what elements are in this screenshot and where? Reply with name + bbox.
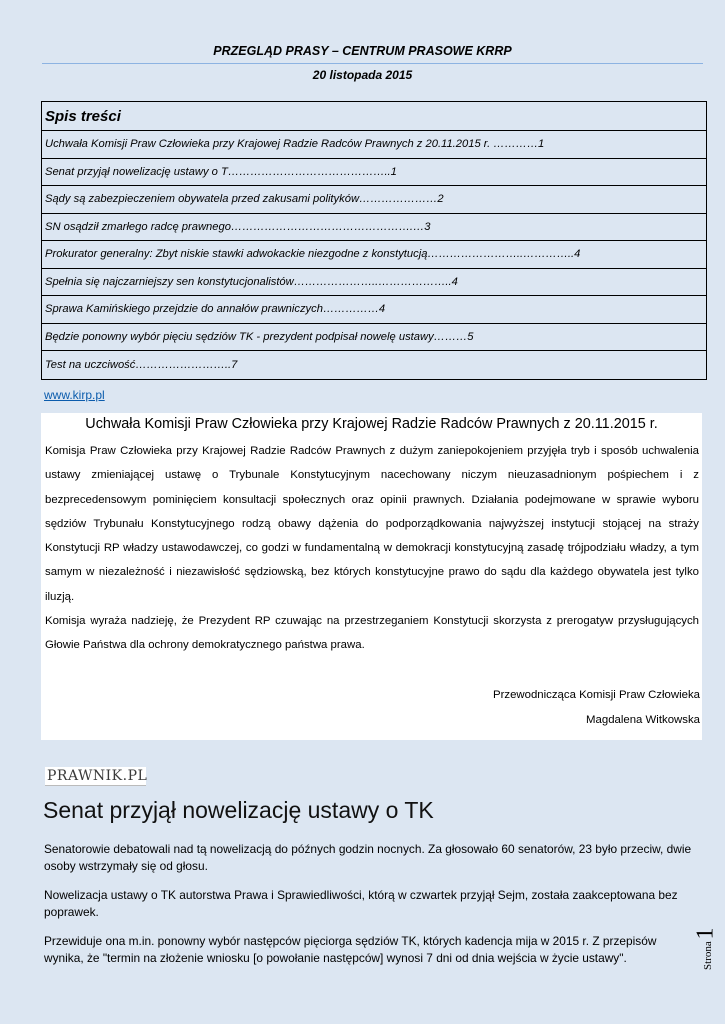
toc-item[interactable]: Spełnia się najczarniejszy sen konstytucjonalistów…………………..………………..4 [42,269,706,297]
toc-heading: Spis treści [42,102,706,131]
toc-item[interactable]: Senat przyjął nowelizację ustawy o T……………………………………..1 [42,159,706,187]
news-paragraph: Senatorowie debatowali nad tą nowelizacją do późnych godzin nocnych. Za głosowało 60 senatorów, 23 było przeciw, dwie osoby wstrzymały się od głosu. [44,842,692,873]
header-title: PRZEGLĄD PRASY – CENTRUM PRASOWE KRRP [213,44,512,58]
kirp-link[interactable]: www.kirp.pl [44,388,105,402]
prawnik-logo: PRAWNIK.PL [47,768,148,784]
signature-name: Magdalena Witkowska [586,714,700,726]
page-label-text: Strona [702,941,714,970]
toc-item[interactable]: Sprawa Kamińskiego przejdzie do annałów prawniczych……………4 [42,296,706,324]
article-title: Uchwała Komisji Praw Człowieka przy Krajowej Radzie Radców Prawnych z 20.11.2015 r. [85,416,658,432]
toc-item[interactable]: Będzie ponowny wybór pięciu sędziów TK - prezydent podpisał nowelę ustawy………5 [42,324,706,352]
header-date: 20 listopada 2015 [312,68,413,82]
article-paragraph: Komisja wyraża nadzieję, że Prezydent RP czuwając na przestrzeganiem Konstytucji skorzysta z prerogatyw przysługujących Głowie Państwa dla ochrony demokratycznego państwa prawa. [45,615,699,652]
toc-item[interactable]: Sądy są zabezpieczeniem obywatela przed zakusami polityków…………………2 [42,186,706,214]
toc-item[interactable]: Test na uczciwość……………………..7 [45,358,238,371]
table-of-contents [41,101,707,380]
news-body [44,841,694,979]
resolution-article [41,413,702,740]
toc-item[interactable]: Uchwała Komisji Praw Człowieka przy Krajowej Radzie Radców Prawnych z 20.11.2015 r. …………1 [42,131,706,159]
signature-role: Przewodnicząca Komisji Praw Człowieka [492,689,700,701]
toc-item[interactable]: Prokurator generalny: Zbyt niskie stawki adwokackie niezgodne z konstytucją……………………..…………..4 [42,241,706,269]
page-number [692,927,722,980]
article-paragraph: Komisja Praw Człowieka przy Krajowej Radzie Radców Prawnych z dużym zaniepokojeniem przyjęła tryb i sposób uchwalenia ustawy zmieniającej ustawę o Trybunale Konstytucyjnym nacechowany niczym nieuzasadnionym pośpiechem i z bezprecedensowym pominięciem konsultacji społecznych oraz opinii prawnych. Działania podejmowane w sprawie wyboru sędziów Trybunału Konstytucyjnego rodzą obawy dążenia do podporządkowania najwyższej instytucji stojącej na straży Konstytucji RP władzy ustawodawczej, co godzi w fundamentalną w demokracji konstytucyjną zasadę trójpodziału władzy, a tym samym w niezależność i niezawisłość sędziowską, bez których konstytucyjne prawo do sądu dla każdego obywatela jest tylko iluzją. [45,445,699,603]
page-number-value: 1 [692,927,719,940]
toc-item[interactable]: SN osądził zmarłego radcę prawnego………………………………………….…3 [42,214,706,242]
article-body [45,439,699,658]
header-divider [42,63,703,64]
news-paragraph: Przewiduje ona m.in. ponowny wybór następców pięciorga sędziów TK, których kadencja mija w 2015 r. Z przepisów wynika, że "termin na złożenie wniosku [o powołanie następców] wynosi 7 dni od dnia wejścia w życie ustawy". [44,934,657,965]
news-headline: Senat przyjął nowelizację ustawy o TK [43,797,434,823]
news-paragraph: Nowelizacja ustawy o TK autorstwa Prawa i Sprawiedliwości, którą w czwartek przyjął Sejm, została zaakceptowana bez poprawek. [44,888,678,919]
